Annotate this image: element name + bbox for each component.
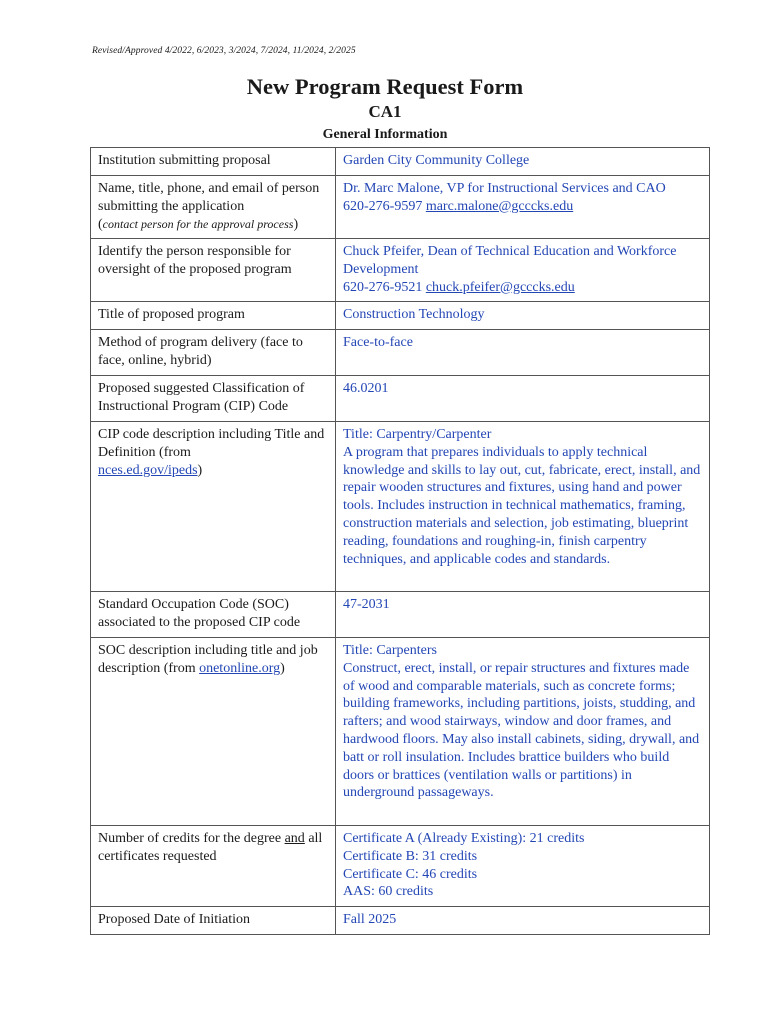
table-row xyxy=(91,239,710,302)
initiation-label: Proposed Date of Initiation xyxy=(91,907,336,935)
onetonline-link[interactable]: onetonline.org xyxy=(199,660,281,676)
contact-note: contact person for the approval process xyxy=(102,216,294,231)
credits-item: Certificate C: 46 credits xyxy=(343,866,478,882)
submitter-name: Dr. Marc Malone, VP for Instructional Services and CAO xyxy=(343,181,666,196)
cip-value: 46.0201 xyxy=(336,376,710,422)
credits-label-and: and xyxy=(284,831,305,846)
credits-label-post: all certificates requested xyxy=(98,831,323,864)
revision-note: Revised/Approved 4/2022, 6/2023, 3/2024, 7/2024, 11/2024, 2/2025 xyxy=(92,46,356,56)
credits-label xyxy=(91,826,336,907)
table-row xyxy=(91,907,710,935)
soc-description-label xyxy=(91,638,336,826)
institution-label: Institution submitting proposal xyxy=(91,148,336,176)
soc-value: 47-2031 xyxy=(336,592,710,638)
table-row xyxy=(91,176,710,239)
oversight-label: Identify the person responsible for oversight of the proposed program xyxy=(91,239,336,302)
credits-value xyxy=(336,826,710,907)
cip-definition: A program that prepares individuals to apply technical knowledge and skills to lay out, cut, fabricate, erect, install, and repair wooden structures and fixtures, using hand and power tools. Includes instruction in technical mathematics, framing, construction materials and selection, job estimating, blueprint reading, foundations and roughing-in, finish carpentry techniques, and applicable codes and standards. xyxy=(343,444,701,567)
submitter-value xyxy=(336,176,710,239)
credits-item: Certificate B: 31 credits xyxy=(343,848,478,864)
oversight-name: Chuck Pfeifer, Dean of Technical Education and Workforce Development xyxy=(343,244,677,277)
table-row xyxy=(91,376,710,422)
oversight-phone: 620-276-9521 xyxy=(343,279,423,295)
cip-description-value xyxy=(336,422,710,592)
initiation-value: Fall 2025 xyxy=(336,907,710,935)
cip-label: Proposed suggested Classification of Instructional Program (CIP) Code xyxy=(91,376,336,422)
table-row xyxy=(91,592,710,638)
submitter-phone: 620-276-9597 xyxy=(343,198,423,214)
delivery-value: Face-to-face xyxy=(336,330,710,376)
soc-description-value xyxy=(336,638,710,826)
soc-title: Title: Carpenters xyxy=(343,643,437,658)
soc-description-label-close: ) xyxy=(280,660,285,676)
table-row xyxy=(91,148,710,176)
form-title: New Program Request Form xyxy=(246,74,524,99)
cip-description-label-close: ) xyxy=(197,462,203,478)
contact-note-close: ) xyxy=(293,216,299,232)
soc-label: Standard Occupation Code (SOC) associated to the proposed CIP code xyxy=(91,592,336,638)
section-heading: General Information xyxy=(322,127,448,142)
cip-description-label-text: CIP code description including Title and Definition (from xyxy=(98,427,325,460)
program-title-label: Title of proposed program xyxy=(91,302,336,330)
table-row xyxy=(91,638,710,826)
table-row xyxy=(91,330,710,376)
credits-item: AAS: 60 credits xyxy=(343,884,434,900)
table-row xyxy=(91,302,710,330)
program-title-value: Construction Technology xyxy=(336,302,710,330)
nces-link[interactable]: nces.ed.gov/ipeds xyxy=(98,462,198,478)
form-code: CA1 xyxy=(368,102,402,121)
cip-description-label xyxy=(91,422,336,592)
credits-item: Certificate A (Already Existing): 21 credits xyxy=(343,831,585,846)
submitter-label xyxy=(91,176,336,239)
oversight-value xyxy=(336,239,710,302)
table-row xyxy=(91,826,710,907)
soc-definition: Construct, erect, install, or repair structures and fixtures made of wood and comparable materials, such as concrete forms; building frameworks, including partitions, joists, studding, and rafters; and wood stairways, window and door frames, and hardwood floors. May also install cabinets, siding, drywall, and batt or roll insulation. Includes brattice builders who build doors or brattices (ventilation walls or partitions) in underground passageways. xyxy=(343,660,700,801)
institution-value: Garden City Community College xyxy=(336,148,710,176)
submitter-label-text: Name, title, phone, and email of person submitting the application xyxy=(98,181,320,214)
cip-title: Title: Carpentry/Carpenter xyxy=(343,427,492,442)
general-information-table xyxy=(90,147,710,935)
submitter-email-link[interactable]: marc.malone@gcccks.edu xyxy=(425,198,574,214)
delivery-label: Method of program delivery (face to face, online, hybrid) xyxy=(91,330,336,376)
soc-description-label-text: SOC description including title and job description (from xyxy=(98,643,318,676)
oversight-email-link[interactable]: chuck.pfeifer@gcccks.edu xyxy=(425,279,575,295)
contact-note-open: ( xyxy=(98,216,103,232)
credits-label-pre: Number of credits for the degree xyxy=(98,831,285,846)
table-row xyxy=(91,422,710,592)
